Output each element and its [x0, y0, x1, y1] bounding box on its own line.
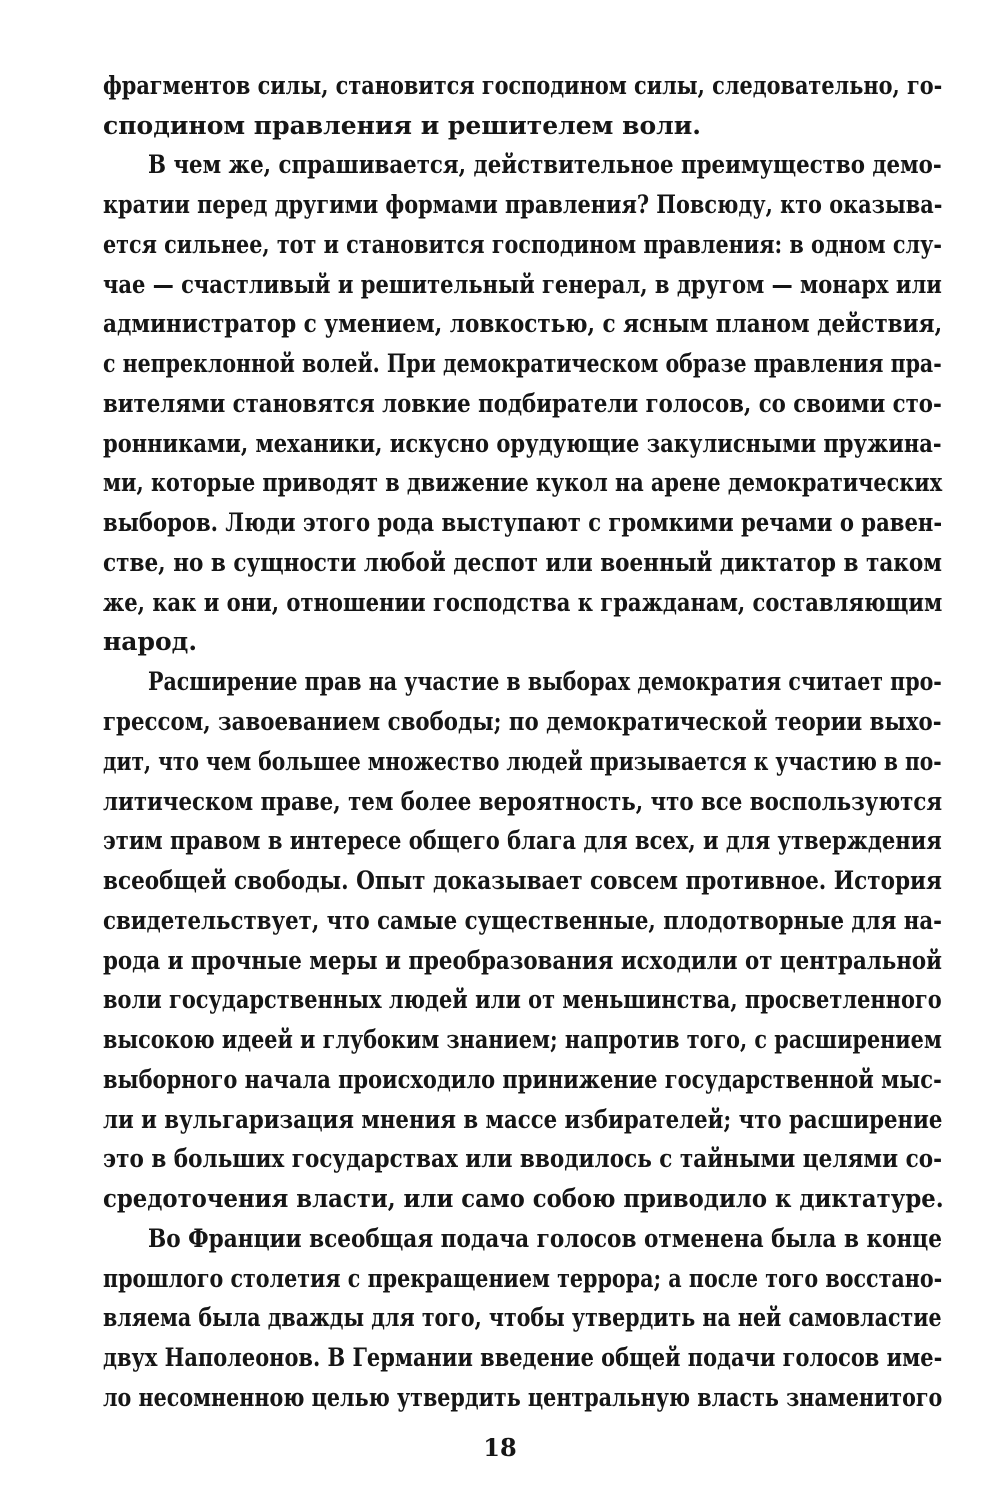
- text-line: выборов. Люди этого рода выступают с громкими речами о равен-: [103, 508, 943, 537]
- text-line: стве, но в сущности любой деспот или военный диктатор в таком: [103, 548, 942, 577]
- text-line: вляема была дважды для того, чтобы утвердить на ней самовластие: [103, 1303, 942, 1332]
- text-line: рода и прочные меры и преобразования исходили от центральной: [103, 946, 942, 975]
- text-line: прошлого столетия с прекращением террора; а после того восстано-: [103, 1264, 943, 1293]
- text-line: ли и вульгаризация мнения в массе избирателей; что расширение: [103, 1105, 943, 1134]
- text-line: чае — счастливый и решительный генерал, в другом — монарх или: [103, 270, 942, 299]
- text-line: Расширение прав на участие в выборах демократия считает про-: [148, 667, 942, 696]
- text-line: литическом праве, тем более вероятность, что все воспользуются: [103, 787, 943, 816]
- text-line: свидетельствует, что самые существенные, плодотворные для на-: [103, 906, 942, 935]
- text-line: фрагментов силы, становится господином силы, следовательно, го-: [103, 71, 943, 100]
- text-line: же, как и они, отношении господства к гражданам, составляющим: [103, 588, 943, 617]
- text-line: администратор с умением, ловкостью, с ясным планом действия,: [103, 309, 943, 338]
- text-line: это в больших государствах или вводилось с тайными целями со-: [103, 1144, 943, 1173]
- text-line: всеобщей свободы. Опыт доказывает совсем противное. История: [103, 866, 942, 895]
- text-line: В чем же, спрашивается, действительное преимущество демо-: [148, 150, 942, 179]
- text-line: средоточения власти, или само собою приводило к диктатуре.: [103, 1184, 944, 1213]
- text-line: дит, что чем большее множество людей призывается к участию в по-: [103, 747, 942, 776]
- text-line: народ.: [103, 627, 198, 656]
- text-line: двух Наполеонов. В Германии введение общей подачи голосов име-: [103, 1343, 943, 1372]
- text-line: этим правом в интересе общего блага для всех, и для утверждения: [103, 826, 942, 855]
- text-line: ется сильнее, тот и становится господином правления: в одном слу-: [103, 230, 942, 259]
- text-line: кратии перед другими формами правления? Повсюду, кто оказыва-: [103, 190, 943, 219]
- text-line: выборного начала происходило принижение государственной мыс-: [103, 1065, 942, 1094]
- text-line: с непреклонной волей. При демократическом образе правления пра-: [103, 349, 942, 378]
- text-line: воли государственных людей или от меньшинства, просветленного: [103, 985, 942, 1014]
- text-line: ми, которые приводят в движение кукол на арене демократических: [103, 468, 943, 497]
- text-line: вителями становятся ловкие подбиратели голосов, со своими сто-: [103, 389, 942, 418]
- page-number: 18: [483, 1433, 517, 1462]
- text-line: высокою идеей и глубоким знанием; напротив того, с расширением: [103, 1025, 942, 1054]
- text-line: ронниками, механики, искусно орудующие закулисными пружина-: [103, 429, 942, 458]
- text-line: сподином правления и решителем воли.: [103, 111, 701, 140]
- text-line: грессом, завоеванием свободы; по демократической теории выхо-: [103, 707, 942, 736]
- text-line: Во Франции всеобщая подача голосов отменена была в конце: [148, 1224, 943, 1253]
- text-line: ло несомненною целью утвердить центральную власть знаменитого: [103, 1383, 943, 1412]
